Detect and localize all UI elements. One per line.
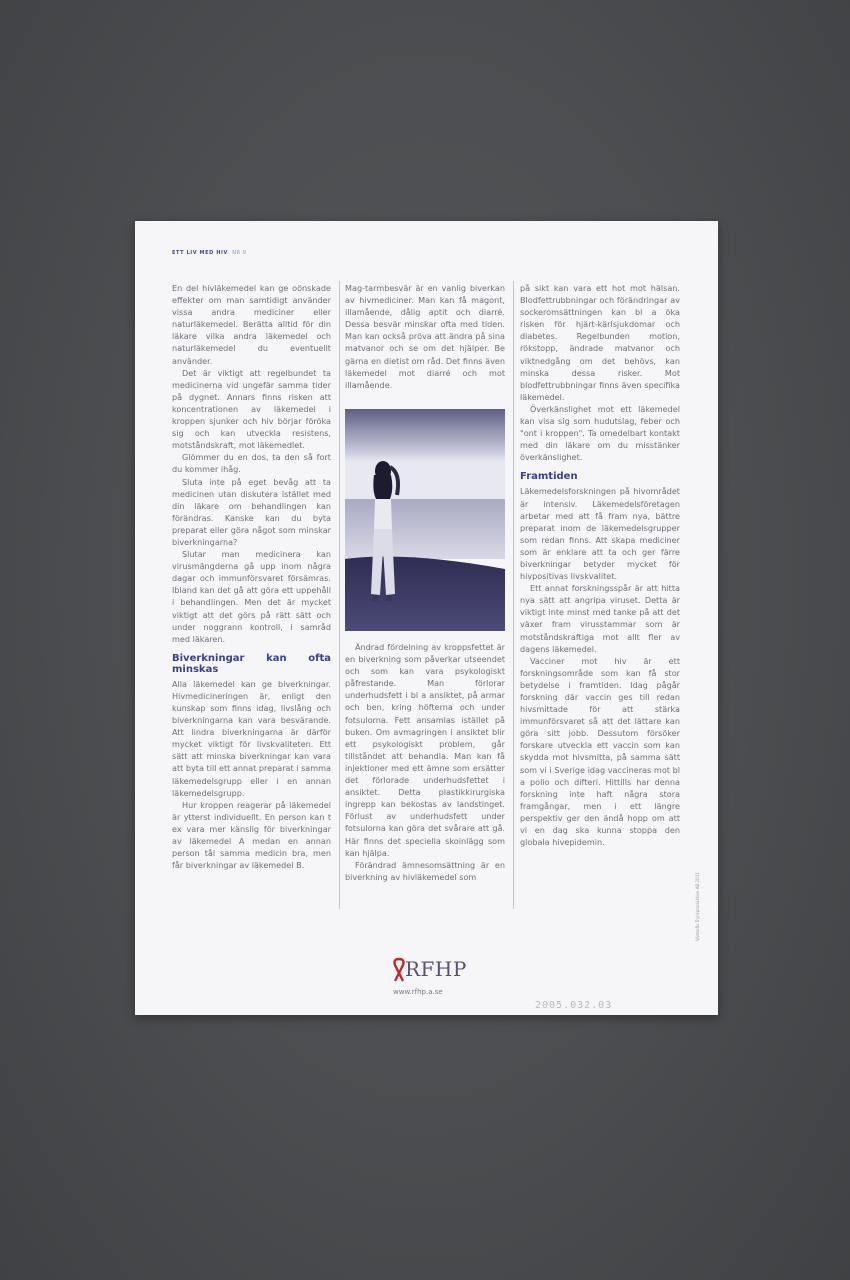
rfhp-logo (391, 957, 467, 983)
text-column-2-top (345, 282, 505, 391)
document-page (135, 221, 718, 1015)
text-column-3 (520, 282, 680, 848)
paragraph: Ändrad fördelning av kroppsfettet är en biverkning som påverkar utseendet och som kan vara psykologiskt påfrestande. Man förlorar underhudsfett i bl a ansiktet, på armar och ben, kring höfterna och under fotsulorna. Fett ansamlas istället på buken. Om avmagringen i ansiktet blir ett psykologiskt problem, går tillståndet att behandla. Man kan få injektioner med ett ämne som ersätter det förlorade underhudsfettet i ansiktet. Detta plastikkirurgiska ingrepp kan bekostas av landstinget. Förlust av underhudsfett under fotsulorna kan göra det svårare att gå. Här finns det speciella skoinlägg som kan hjälpa. (345, 642, 505, 858)
paragraph: Slutar man medicinera kan virusmängderna gå upp inom några dagar och immunförsvaret försämras. Ibland kan det gå att göra ett uppehåll i behandlingen. Men det är mycket viktigt att det görs på rätt sätt och under noggrann kontroll, i samråd med läkaren. (172, 549, 331, 644)
handwritten-number: 2005.032.03 (535, 1000, 613, 1011)
website-url: www.rfhp.a.se (393, 988, 443, 996)
section-heading: Biverkningar kan ofta minskas (172, 652, 331, 675)
paragraph: En del hivläkemedel kan ge oönskade effekter om man samtidigt använder vissa andra mediciner eller naturläkemedel. Berätta alltid för din läkare vilka andra läkemedel och naturläkemedel du eventuellt använder. (172, 283, 331, 366)
paragraph: Det är viktigt att regelbundet ta medicinerna vid ungefär samma tider på dygnet. Annars finns risken att koncentrationen av läkemedel i kroppen sjunker och hiv börjar föröka sig och kan utveckla resistens, motståndskraft, mot läkemedlet. (172, 367, 331, 451)
text-column-2-bottom (345, 641, 505, 883)
column-divider (513, 281, 514, 909)
series-title: ETT LIV MED HIV (172, 250, 228, 256)
issue-number: NR 9 (232, 250, 247, 256)
paragraph: Överkänslighet mot ett läkemedel kan visa sig som hudutslag, feber och "ont i kroppen". Ta omedelbart kontakt med din läkare om du misstänker överkänslighet. (520, 403, 680, 463)
column-divider (339, 281, 340, 909)
page-header (172, 250, 247, 256)
paragraph: på sikt kan vara ett hot mot hälsan. Blodfettrubbningar och förändringar av sockeromsättningen kan bl a öka risken för hjärt-kärlsjukdomar och diabetes. Regelbunden motion, rökstopp, ändrade matvanor och viktnedgång om det behövs, kan minska dessa risker. Mot blodfettrubbningar finns även specifika läkemedel. (520, 283, 680, 402)
paragraph: Ett annat forskningsspår är att hitta nya sätt att angripa viruset. Detta är viktigt inte minst med tanke på att det växer fram virusstammar som är motståndskraftiga mot allt fler av dagens läkemedel. (520, 583, 680, 654)
paragraph: Hur kroppen reagerar på läkemedel är ytterst individuellt. En person kan t ex vara mer känslig för biverkningar av läkemedel A medan en annan person tål samma medicin bra, men får biverkningar av läkemedel B. (172, 799, 331, 871)
printer-note: Västerås Tryckproduktion AB 2001 (695, 872, 700, 941)
paragraph: Förändrad ämnesomsättning är en biverkning av hivläkemedel som (345, 859, 505, 882)
text-column-1 (172, 282, 331, 871)
paragraph: Vacciner mot hiv är ett forskningsområde som kan få stor betydelse i framtiden. Idag pågår forskning där vaccin ges till redan hivsmittade för att stärka immunförsvaret så att det lättare kan göra sitt jobb. Dessutom försöker forskare utveckla ett vaccin som kan skydda mot hivsmitta, på samma sätt som vi i Sverige idag vaccineras mot bl a polio och difteri. Hittills har denna forskning inte haft några stora framgångar, men i ett längre perspektiv ger den ändå hopp om att vi en dag ska kunna stoppa den globala hivepidemin. (520, 655, 680, 848)
logo-text: RFHP (405, 957, 467, 981)
paragraph: Sluta inte på eget bevåg att ta medicinen utan diskutera istället med din läkare om behandlingen kan förändras. Kanske kan du byta preparat eller göra något som minskar biverkningarna? (172, 476, 331, 547)
beach-photo (345, 409, 505, 631)
paragraph: Alla läkemedel kan ge biverkningar. Hivmedicineringen är, enligt den kunskap som finns idag, livslång och biverkningarna kan vara besvärande. Att lindra biverkningarna är därför mycket viktigt för livskvaliteten. Ett sätt att minska biverkningar kan vara att byta till ett annat preparat i samma läkemedelsgrupp eller i en annan läkemedelsgrupp. (172, 678, 331, 798)
paragraph: Mag-tarmbesvär är en vanlig biverkan av hivmediciner. Man kan få magont, illamående, dålig aptit och diarré. Dessa besvär minskar ofta med tiden. Man kan också pröva att ändra på sina matvanor och se om det hjälper. Be gärna en dietist om råd. Det finns även läkemedel mot diarré och mot illamående. (345, 283, 505, 390)
paragraph: Glömmer du en dos, ta den så fort du kommer ihåg. (172, 452, 331, 475)
section-heading: Framtiden (520, 471, 578, 483)
paragraph: Läkemedelsforskningen på hivområdet är intensiv. Läkemedelsföretagen arbetar med att få fram nya, bättre preparat inom de läkemedelsgrupper som redan finns. Att skapa mediciner som är enklare att ta och ger färre biverkningar betyder mycket för hivpositivas livskvalitet. (520, 486, 680, 582)
